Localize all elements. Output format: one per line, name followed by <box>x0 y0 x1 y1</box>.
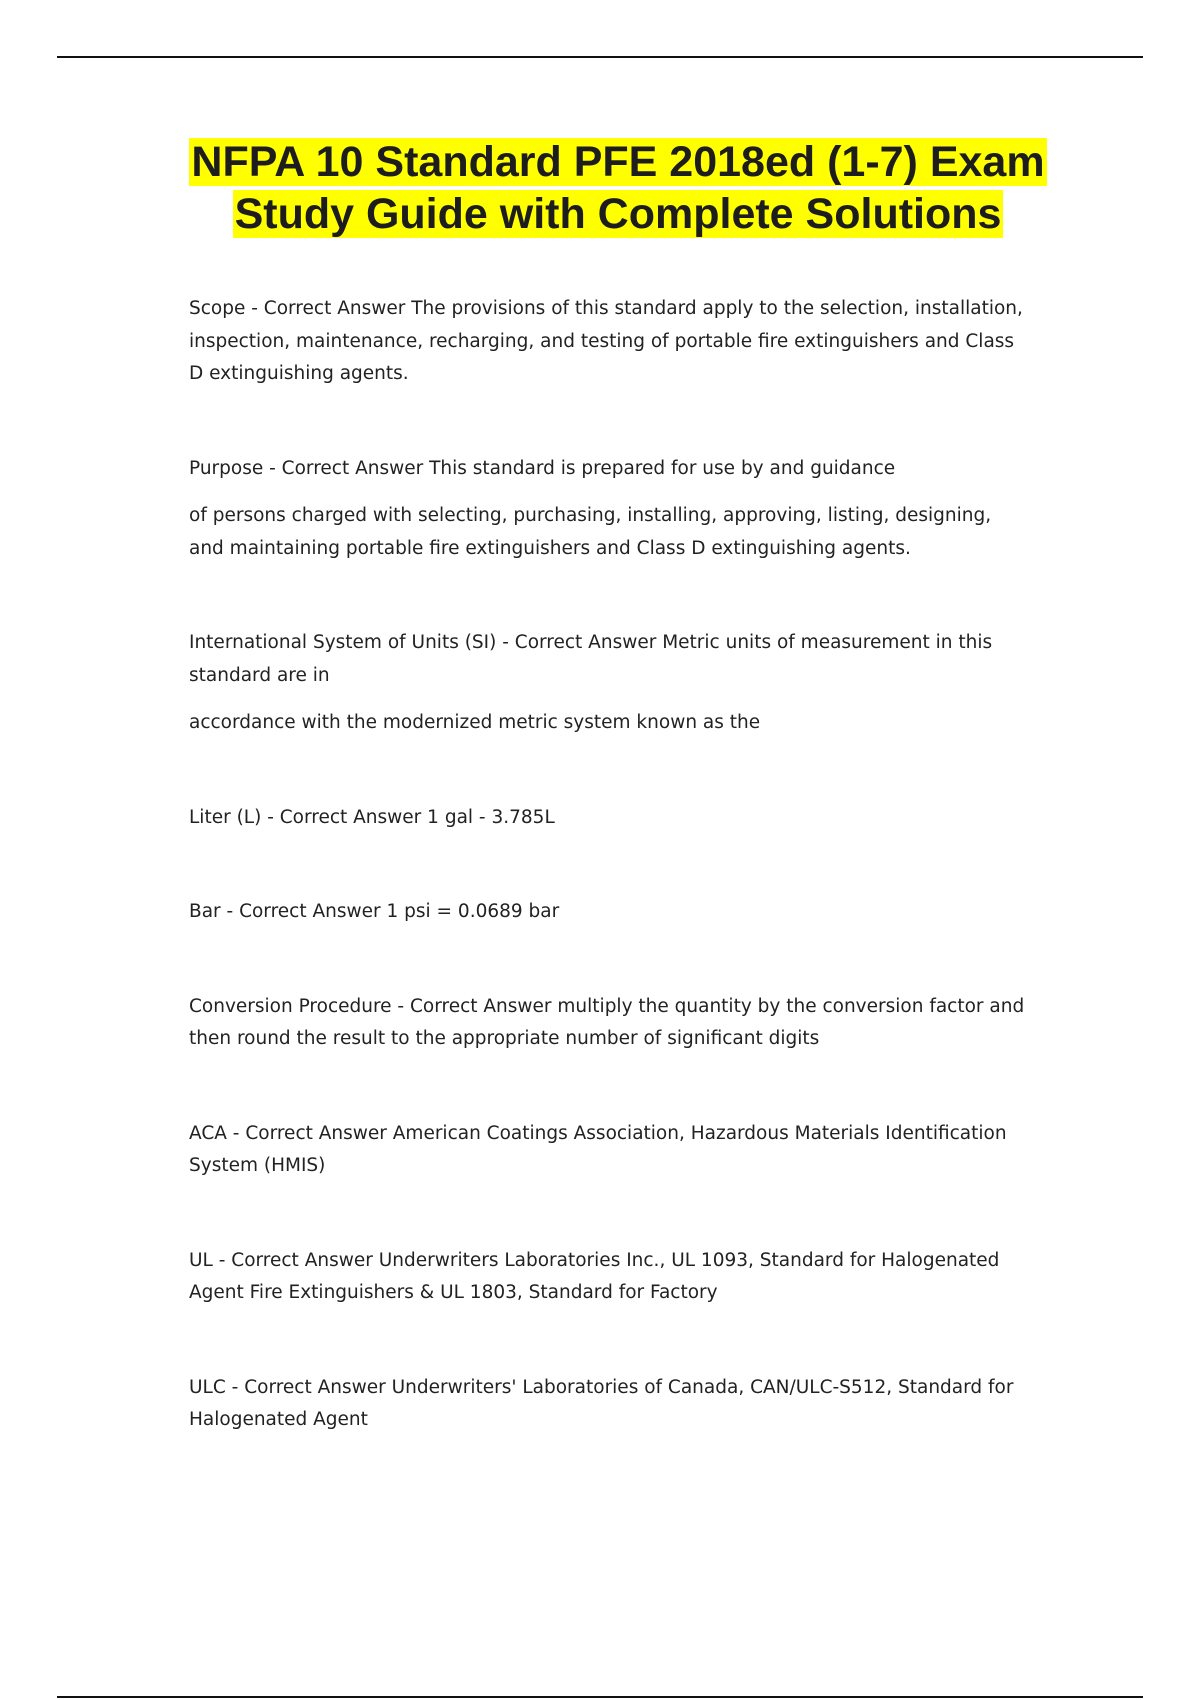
bottom-rule <box>57 1696 1143 1698</box>
paragraph-scope: Scope - Correct Answer The provisions of this standard apply to the selection, installation, inspection, maintenance, recharging, and testing of portable fire extinguishers and Class D extinguishing agents. <box>189 298 1023 384</box>
paragraph-bar: Bar - Correct Answer 1 psi = 0.0689 bar <box>189 901 560 922</box>
document-title: NFPA 10 Standard PFE 2018ed (1-7) Exam Study Guide with Complete Solutions <box>191 138 1045 238</box>
paragraph-conversion: Conversion Procedure - Correct Answer multiply the quantity by the conversion factor and then round the result to the appropriate number of significant digits <box>189 995 1025 1049</box>
paragraph-purpose-part1: Purpose - Correct Answer This standard is prepared for use by and guidance <box>189 457 896 479</box>
paragraph-aca: ACA - Correct Answer American Coatings Association, Hazardous Materials Identification System (HMIS) <box>189 1122 1007 1176</box>
paragraph-si-part1: International System of Units (SI) - Correct Answer Metric units of measurement in this standard are in <box>189 632 993 686</box>
document-body <box>189 293 1029 1437</box>
paragraph-si-part2: accordance with the modernized metric system known as the <box>189 712 761 733</box>
paragraph-ul: UL - Correct Answer Underwriters Laboratories Inc., UL 1093, Standard for Halogenated Agent Fire Extinguishers & UL 1803, Standard for Factory <box>189 1249 1000 1303</box>
document-title-block <box>150 136 1086 240</box>
paragraph-ulc: ULC - Correct Answer Underwriters' Laboratories of Canada, CAN/ULC-S512, Standard for Halogenated Agent <box>189 1376 1014 1430</box>
paragraph-liter: Liter (L) - Correct Answer 1 gal - 3.785L <box>189 806 555 828</box>
top-rule <box>57 56 1143 58</box>
paragraph-purpose-part2: of persons charged with selecting, purchasing, installing, approving, listing, designing, and maintaining portable fire extinguishers and Class D extinguishing agents. <box>189 505 992 559</box>
